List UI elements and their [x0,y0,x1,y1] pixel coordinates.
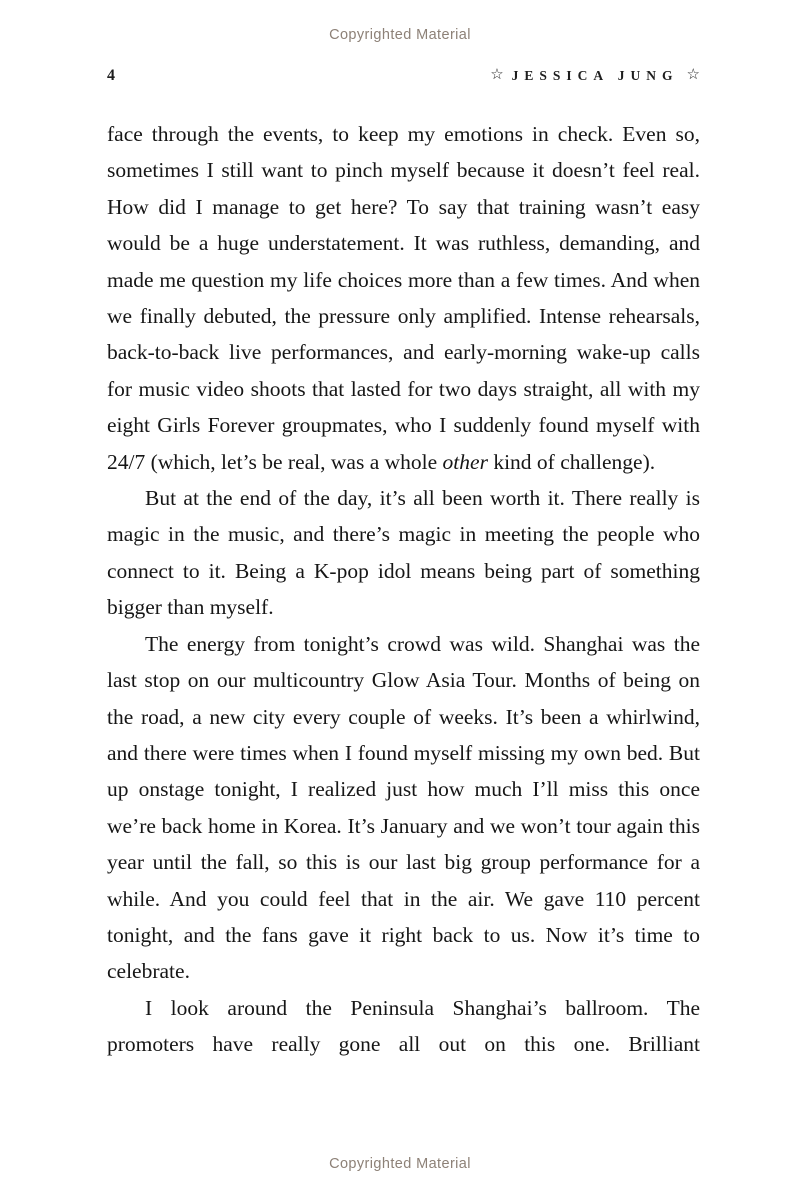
star-left-icon: ☆ [490,67,504,83]
paragraph-1-text-end: kind of challenge). [487,449,656,474]
paragraph-4: I look around the Peninsula Shanghai’s ballroom. The promoters have really gone all out on this one. Brilliant [107,995,700,1057]
star-right-icon: ☆ [686,67,700,83]
body-text [107,116,700,1063]
paragraph-1-text-start: face through the events, to keep my emotions in check. Even so, sometimes I still want to pinch myself because it doesn’t feel real. How did I manage to get here? To say that training wasn’t easy would be a huge understatement. It was ruthless, demanding, and made me question my life choices more than a few times. And when we finally debuted, the pressure only amplified. Intense rehearsals, back-to-back live performances, and early-morning wake-up calls for music video shoots that lasted for two days straight, all with my eight Girls Forever groupmates, who I suddenly found myself with 24/7 (which, let’s be real, was a whole [107,122,700,474]
page-number: 4 [107,67,115,84]
italic-word: other [442,449,488,474]
running-header [490,66,700,85]
paragraph-3: The energy from tonight’s crowd was wild. Shanghai was the last stop on our multicountry Glow Asia Tour. Months of being on the road, a new city every couple of weeks. It’s been a whirlwind, and there were times when I found myself missing my own bed. But up onstage tonight, I realized just how much I’ll miss this once we’re back home in Korea. It’s January and we won’t tour again this year until the fall, so this is our last big group performance for a while. And you could feel that in the air. We gave 110 percent tonight, and the fans gave it right back to us. Now it’s time to celebrate. [107,631,700,984]
author-name: JESSICA JUNG [511,67,679,83]
paragraph-1 [107,116,700,480]
page-header [107,66,700,85]
paragraph-2: But at the end of the day, it’s all been worth it. There really is magic in the music, and there’s magic in meeting the people who connect to it. Being a K-pop idol means being part of something bigger than myself. [107,486,700,620]
copyright-notice-top: Copyrighted Material [329,27,471,43]
copyright-notice-bottom: Copyrighted Material [329,1156,471,1172]
